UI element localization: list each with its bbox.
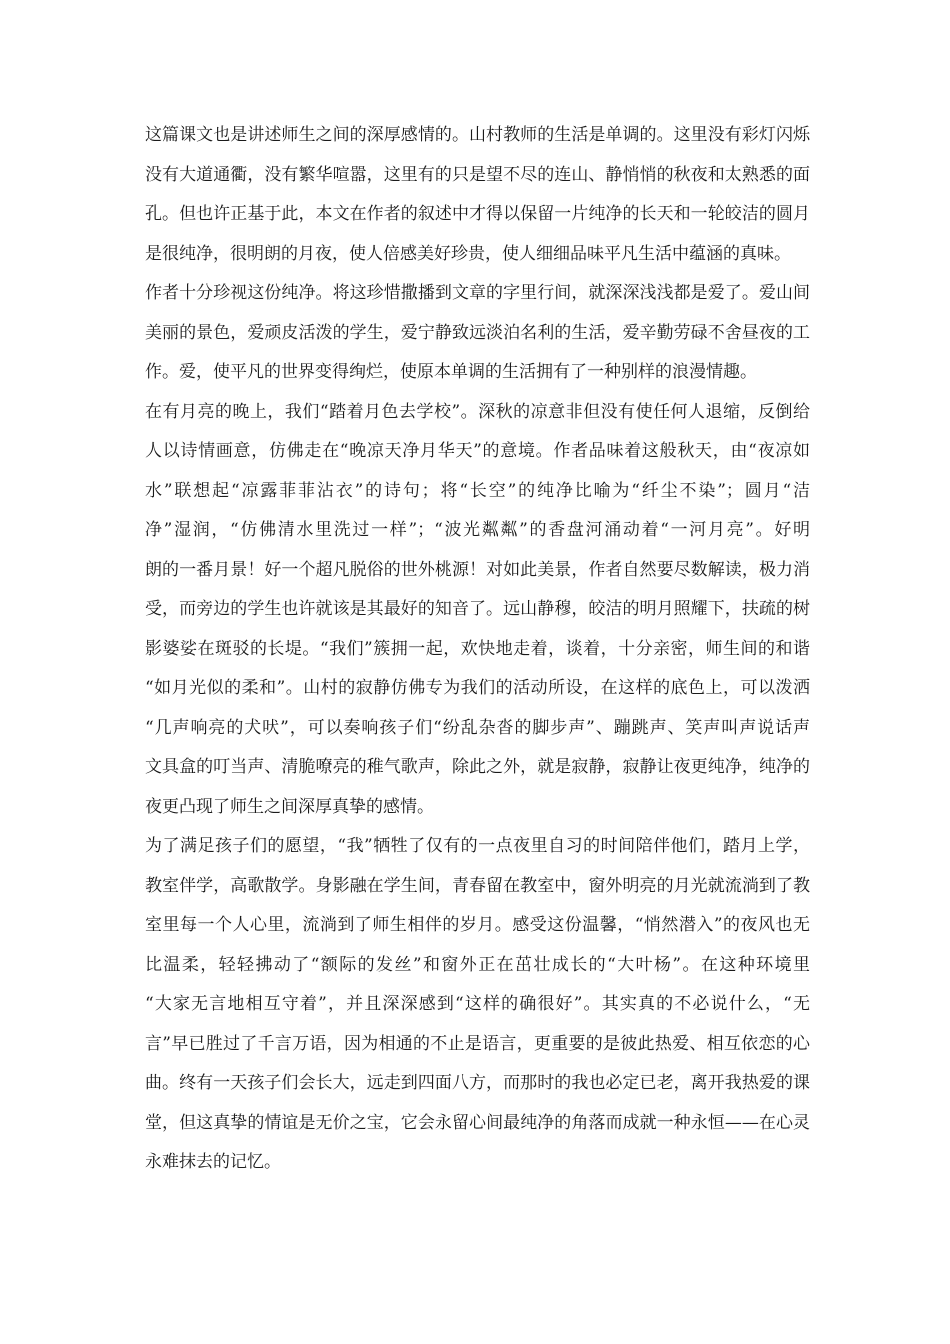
- text-line: 作。爱，使平凡的世界变得绚烂，使原本单调的生活拥有了一种别样的浪漫情趣。: [145, 362, 757, 382]
- text-line: 净”湿润，“仿佛清水里洗过一样”；“波光粼粼”的香盘河涌动着“一河月亮”。好明: [145, 520, 810, 540]
- text-line: 人以诗情画意，仿佛走在“晚凉天净月华天”的意境。作者品味着这般秋天，由“夜凉如: [145, 441, 810, 461]
- text-line: 朗的一番月景！好一个超凡脱俗的世外桃源！对如此美景，作者自然要尽数解读，极力消: [145, 559, 810, 580]
- paragraph-4: [145, 827, 810, 1183]
- text-line: 言”早已胜过了千言万语，因为相通的不止是语言，更重要的是彼此热爱、相互依恋的心: [145, 1033, 810, 1054]
- text-line: 比温柔，轻轻拂动了“额际的发丝”和窗外正在茁壮成长的“大叶杨”。在这种环境里: [145, 954, 810, 975]
- text-line: “如月光似的柔和”。山村的寂静仿佛专为我们的活动所设，在这样的底色上，可以泼洒: [145, 678, 810, 698]
- text-line: 是很纯净，很明朗的月夜，使人倍感美好珍贵，使人细细品味平凡生活中蕴涵的真味。: [145, 243, 791, 264]
- text-line: 夜更凸现了师生之间深厚真挚的感情。: [145, 796, 434, 817]
- text-line: 教室伴学，高歌散学。身影融在学生间，青春留在教室中，窗外明亮的月光就流淌到了教: [145, 875, 810, 896]
- text-line: 水”联想起“凉露菲菲沾衣”的诗句；将“长空”的纯净比喻为“纤尘不染”；圆月“洁: [145, 480, 810, 501]
- text-line: 受，而旁边的学生也许就该是其最好的知音了。远山静穆，皎洁的明月照耀下，扶疏的树: [145, 599, 810, 619]
- text-line: 文具盒的叮当声、清脆嘹亮的稚气歌声，除此之外，就是寂静，寂静让夜更纯净，纯净的: [145, 757, 810, 777]
- document-body: [145, 116, 810, 1183]
- text-line: 这篇课文也是讲述师生之间的深厚感情的。山村教师的生活是单调的。这里没有彩灯闪烁: [145, 125, 810, 145]
- text-line: 曲。终有一天孩子们会长大，远走到四面八方，而那时的我也必定已老，离开我热爱的课: [145, 1073, 810, 1093]
- text-line: 影婆娑在斑驳的长堤。“我们”簇拥一起，欢快地走着，谈着，十分亲密，师生间的和谐: [145, 638, 810, 659]
- text-line: 为了满足孩子们的愿望，“我”牺牲了仅有的一点夜里自习的时间陪伴他们，踏月上学，: [145, 836, 810, 856]
- text-line: 永难抹去的记忆。: [145, 1152, 281, 1172]
- text-line: 美丽的景色，爱顽皮活泼的学生，爱宁静致远淡泊名利的生活，爱辛勤劳碌不舍昼夜的工: [145, 322, 810, 343]
- text-line: 孔。但也许正基于此，本文在作者的叙述中才得以保留一片纯净的长天和一轮皎洁的圆月: [145, 204, 810, 224]
- text-line: “大家无言地相互守着”，并且深深感到“这样的确很好”。其实真的不必说什么，“无: [145, 994, 810, 1014]
- text-line: “几声响亮的犬吠”，可以奏响孩子们“纷乱杂沓的脚步声”、蹦跳声、笑声叫声说话声: [145, 717, 810, 738]
- paragraph-2: [145, 274, 810, 393]
- text-line: 没有大道通衢，没有繁华喧嚣，这里有的只是望不尽的连山、静悄悄的秋夜和太熟悉的面: [145, 164, 810, 185]
- text-line: 堂，但这真挚的情谊是无价之宝，它会永留心间最纯净的角落而成就一种永恒——在心灵: [145, 1112, 810, 1133]
- text-line: 在有月亮的晚上，我们“踏着月色去学校”。深秋的凉意非但没有使任何人退缩，反倒给: [145, 401, 810, 422]
- text-line: 室里每一个人心里，流淌到了师生相伴的岁月。感受这份温馨，“悄然潜入”的夜风也无: [145, 915, 810, 935]
- text-line: 作者十分珍视这份纯净。将这珍惜撒播到文章的字里行间，就深深浅浅都是爱了。爱山间: [145, 283, 810, 303]
- paragraph-3: [145, 393, 810, 828]
- paragraph-1: [145, 116, 810, 274]
